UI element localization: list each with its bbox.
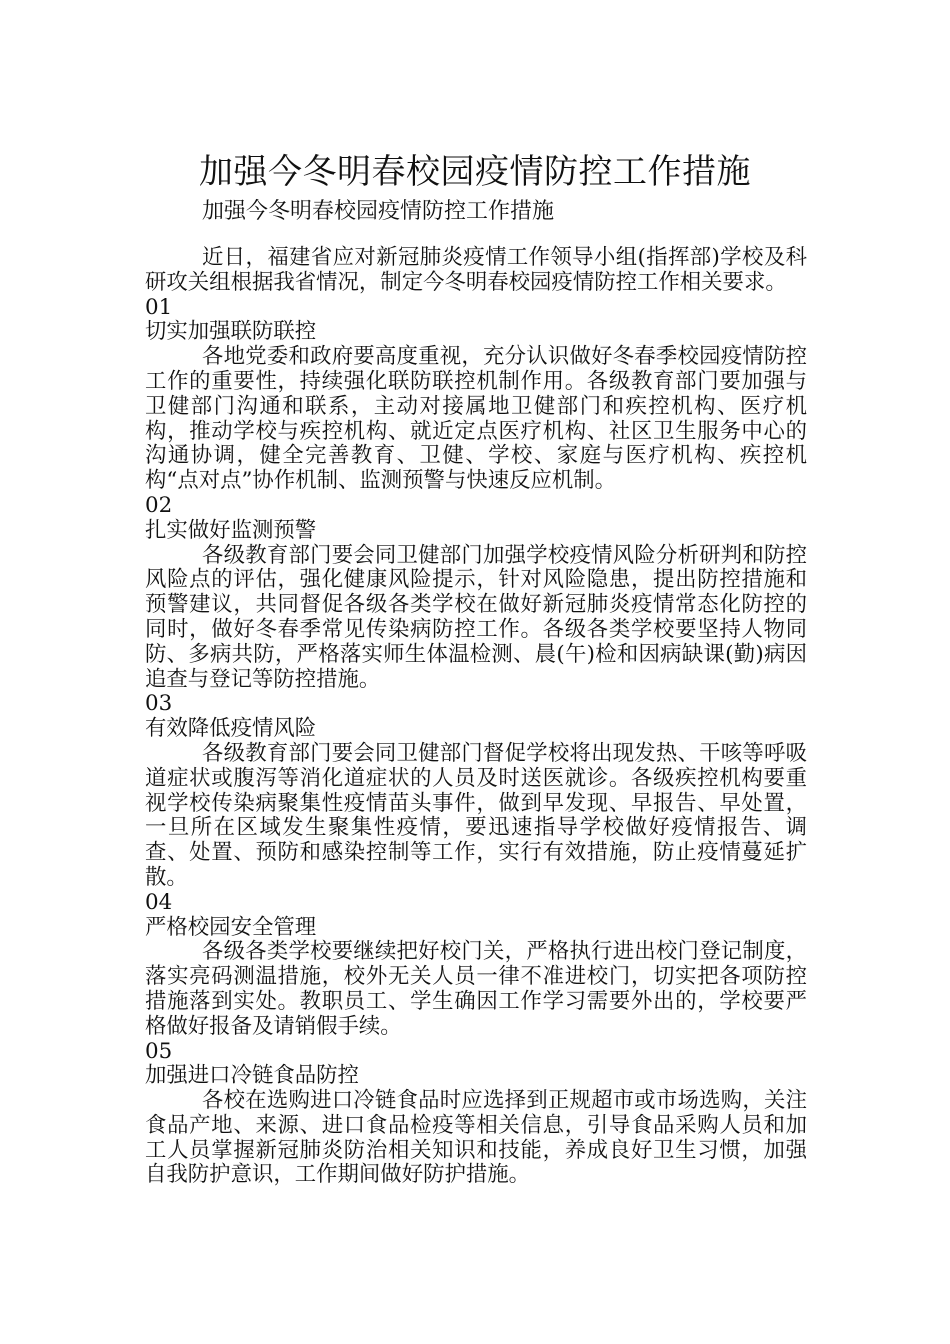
section-heading: 有效降低疫情风险 (145, 716, 317, 742)
document-title: 加强今冬明春校园疫情防控工作措施 (199, 151, 751, 192)
section-heading: 严格校园安全管理 (145, 914, 317, 940)
section-heading: 加强进口冷链食品防控 (145, 1063, 359, 1089)
section-heading: 切实加强联防联控 (145, 319, 317, 345)
section-paragraph: 各级各类学校要继续把好校门关，严格执行进出校门登记制度，落实亮码测温措施，校外无关人员一律不准进校门，切实把各项防控措施落到实处。教职员工、学生确因工作学习需要外出的，学校要严格做好报备及请销假手续。 (145, 939, 807, 1039)
section-number: 05 (145, 1038, 173, 1064)
section-number: 01 (145, 294, 173, 320)
section-paragraph: 各地党委和政府要高度重视，充分认识做好冬春季校园疫情防控工作的重要性，持续强化联防联控机制作用。各级教育部门要加强与卫健部门沟通和联系，主动对接属地卫健部门和疾控机构、医疗机构，推动学校与疾控机构、就近定点医疗机构、社区卫生服务中心的沟通协调，健全完善教育、卫健、学校、家庭与医疗机构、疾控机构“点对点”协作机制、监测预警与快速反应机制。 (145, 344, 807, 494)
document-subtitle: 加强今冬明春校园疫情防控工作措施 (202, 199, 555, 224)
section-paragraph: 各级教育部门要会同卫健部门加强学校疫情风险分析研判和防控风险点的评估，强化健康风险提示，针对风险隐患，提出防控措施和预警建议，共同督促各级各类学校在做好新冠肺炎疫情常态化防控的同时，做好冬春季常见传染病防控工作。各级各类学校要坚持人物同防、多病共防，严格落实师生体温检测、晨(午)检和因病缺课(勤)病因追查与登记等防控措施。 (145, 542, 807, 692)
intro-paragraph: 近日，福建省应对新冠肺炎疫情工作领导小组(指挥部)学校及科研攻关组根据我省情况，制定今冬明春校园疫情防控工作相关要求。 (145, 245, 807, 295)
section-number: 02 (145, 492, 173, 518)
document-body (145, 246, 807, 1188)
section-heading: 扎实做好监测预警 (145, 517, 317, 543)
section-number: 04 (145, 889, 173, 915)
section-number: 03 (145, 691, 173, 717)
section-paragraph: 各级教育部门要会同卫健部门督促学校将出现发热、干咳等呼吸道症状或腹泻等消化道症状的人员及时送医就诊。各级疾控机构要重视学校传染病聚集性疫情苗头事件，做到早发现、早报告、早处置，一旦所在区域发生聚集性疫情，要迅速指导学校做好疫情报告、调查、处置、预防和感染控制等工作，实行有效措施，防止疫情蔓延扩散。 (145, 740, 807, 890)
section-paragraph: 各校在选购进口冷链食品时应选择到正规超市或市场选购，关注食品产地、来源、进口食品检疫等相关信息，引导食品采购人员和加工人员掌握新冠肺炎防治相关知识和技能，养成良好卫生习惯，加强自我防护意识，工作期间做好防护措施。 (145, 1088, 807, 1188)
